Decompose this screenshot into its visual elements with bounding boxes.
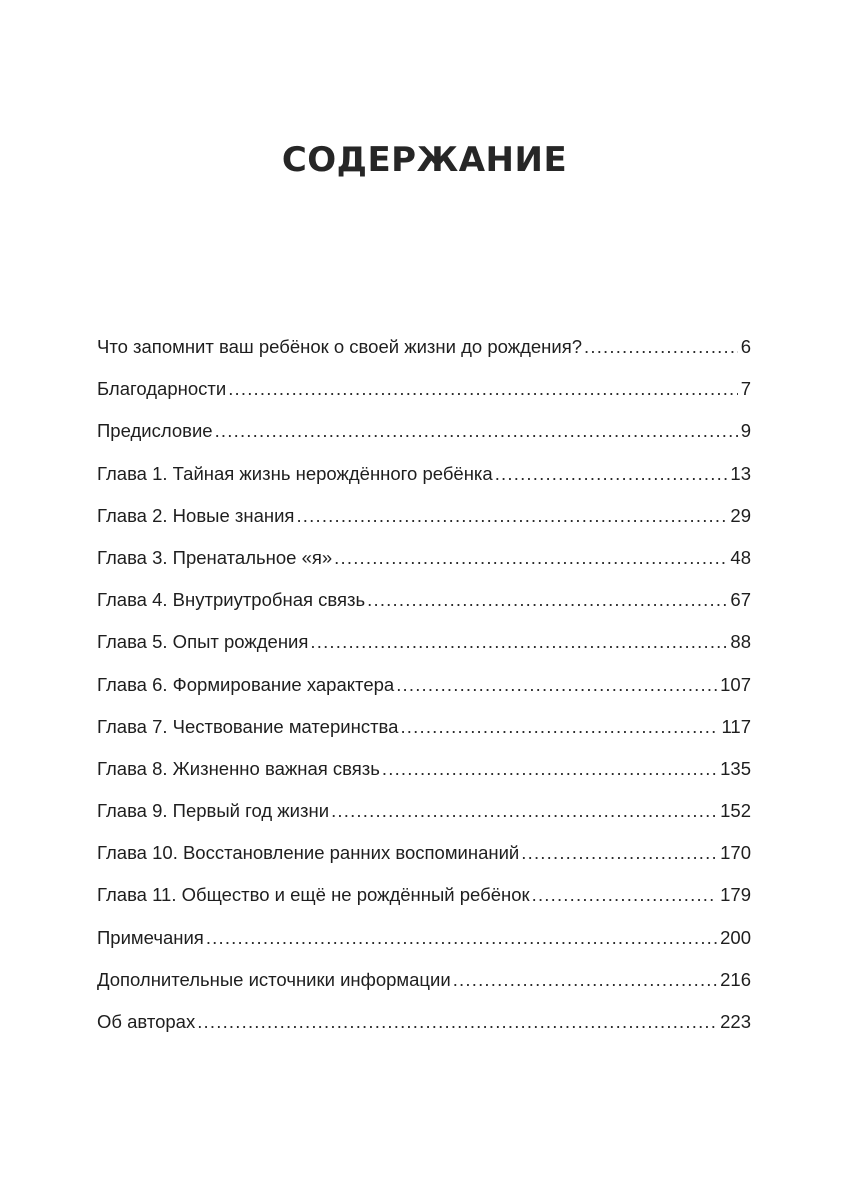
- toc-entry-page: 170: [720, 842, 751, 864]
- toc-entry-label: Глава 5. Опыт рождения: [97, 631, 309, 653]
- toc-entry[interactable]: [97, 501, 751, 543]
- toc-entry-page: 67: [730, 589, 751, 611]
- dot-leader: [584, 332, 738, 362]
- dot-leader: [400, 712, 718, 742]
- toc-entry-page: 13: [730, 462, 751, 484]
- toc-entry-label: Что запомнит ваш ребёнок о своей жизни до рождения?: [97, 336, 583, 357]
- toc-entry-label: Глава 4. Внутриутробная связь: [97, 589, 366, 611]
- toc-entry-label: Глава 10. Восстановление ранних воспоминаний: [97, 842, 520, 864]
- toc-entry[interactable]: [97, 332, 751, 374]
- dot-leader: [396, 670, 717, 700]
- toc-entry[interactable]: [97, 459, 751, 501]
- toc-entry[interactable]: [97, 670, 751, 712]
- toc-entry[interactable]: [97, 585, 751, 627]
- dot-leader: [453, 965, 717, 995]
- toc-entry-page: 9: [740, 420, 751, 442]
- toc-entry[interactable]: [97, 880, 751, 922]
- dot-leader: [197, 1007, 717, 1037]
- toc-entry[interactable]: [97, 754, 751, 796]
- toc-entry-page: 6: [740, 336, 751, 357]
- toc-entry-label: Глава 8. Жизненно важная связь: [97, 757, 380, 779]
- toc-entry[interactable]: [97, 543, 751, 585]
- toc-entry-page: 7: [740, 378, 751, 400]
- page-title: СОДЕРЖАНИЕ: [281, 140, 568, 180]
- toc-entry-page: 179: [720, 884, 751, 906]
- dot-leader: [532, 880, 718, 910]
- toc-entry[interactable]: [97, 374, 751, 416]
- toc-entry[interactable]: [97, 965, 751, 1007]
- toc-entry[interactable]: [97, 416, 751, 458]
- toc-entry[interactable]: [97, 712, 751, 754]
- dot-leader: [206, 923, 717, 953]
- toc-entry-label: Примечания: [97, 926, 204, 948]
- toc-entry-page: 88: [730, 631, 751, 653]
- toc-entry-label: Благодарности: [97, 378, 227, 400]
- toc-entry-label: Глава 1. Тайная жизнь нерождённого ребёнка: [97, 462, 493, 484]
- toc-entry-page: 117: [721, 715, 751, 737]
- dot-leader: [521, 838, 717, 868]
- toc-entry[interactable]: [97, 627, 751, 669]
- toc-entry-label: Дополнительные источники информации: [97, 968, 451, 990]
- toc-entry-label: Об авторах: [97, 1011, 196, 1032]
- toc-entry-page: 135: [720, 757, 751, 779]
- toc-entry[interactable]: [97, 923, 751, 965]
- dot-leader: [334, 543, 727, 573]
- toc-entry-page: 107: [720, 673, 751, 695]
- dot-leader: [367, 585, 727, 615]
- toc-entry-page: 216: [720, 968, 751, 990]
- dot-leader: [296, 501, 727, 531]
- toc-entry-label: Глава 6. Формирование характера: [97, 673, 395, 695]
- dot-leader: [310, 627, 727, 657]
- toc-entry[interactable]: [97, 796, 751, 838]
- toc-entry[interactable]: [97, 838, 751, 880]
- toc-entry-label: Глава 7. Чествование материнства: [97, 715, 399, 737]
- toc-entry-page: 48: [730, 546, 751, 568]
- dot-leader: [382, 754, 717, 784]
- toc-entry-label: Глава 2. Новые знания: [97, 504, 295, 526]
- toc-entry-page: 223: [720, 1011, 751, 1032]
- dot-leader: [495, 459, 728, 489]
- toc-entry-page: 29: [730, 504, 751, 526]
- toc-entry-page: 152: [720, 800, 751, 822]
- toc-entry-label: Глава 11. Общество и ещё не рождённый ребёнок: [97, 884, 530, 906]
- table-of-contents: [97, 332, 751, 1049]
- toc-entry[interactable]: [97, 1007, 751, 1049]
- toc-entry-page: 200: [720, 926, 751, 948]
- toc-entry-label: Глава 9. Первый год жизни: [97, 800, 330, 822]
- dot-leader: [331, 796, 717, 826]
- dot-leader: [215, 416, 738, 446]
- toc-entry-label: Глава 3. Пренатальное «я»: [97, 546, 333, 568]
- dot-leader: [228, 374, 738, 404]
- toc-entry-label: Предисловие: [97, 420, 213, 442]
